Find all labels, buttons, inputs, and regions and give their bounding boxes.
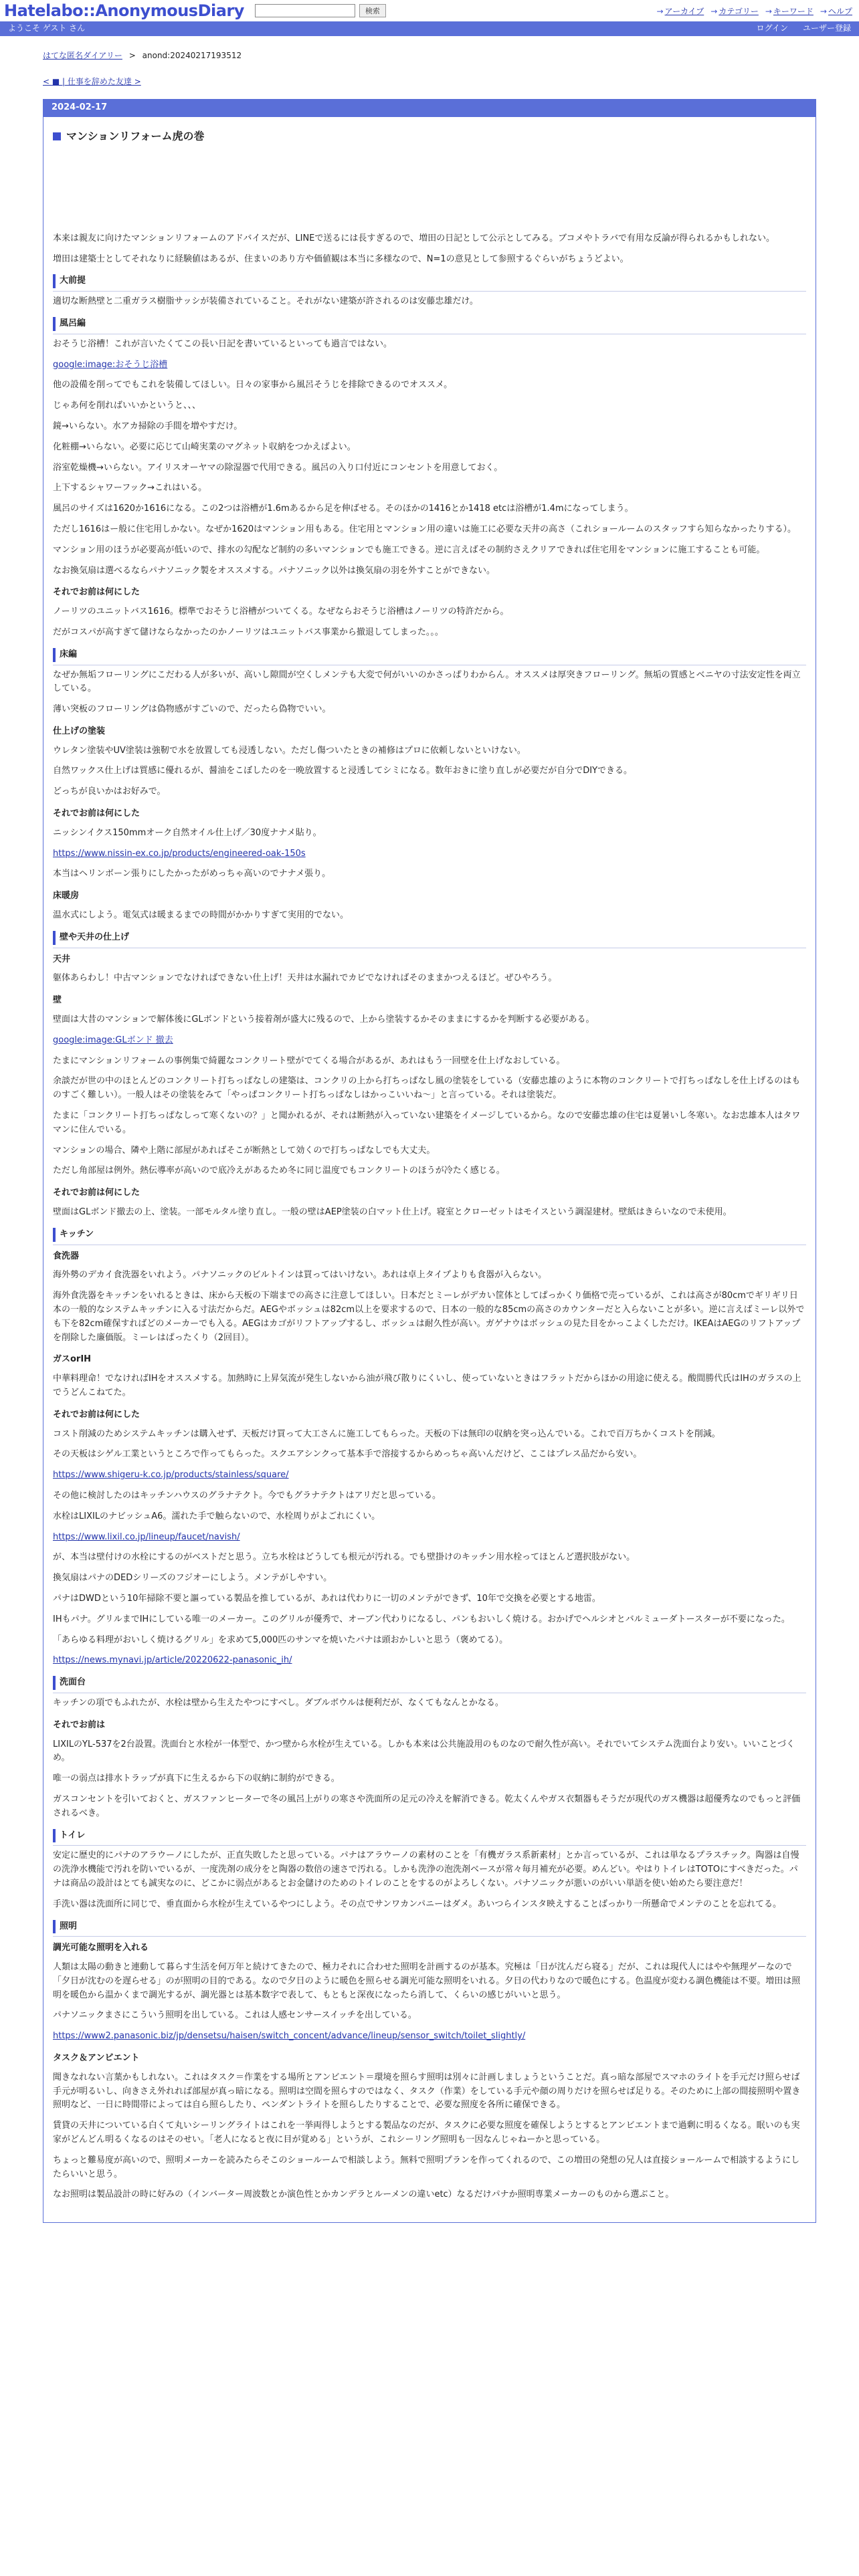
paragraph: 他の設備を削ってでもこれを装備してほしい。日々の家事から風呂そうじを排除できるのでオススメ。 [53,380,453,391]
paragraph: ノーリツのユニットバス1616。標準でおそうじ浴槽がついてくる。なぜならおそうじ浴槽はノーリツの特許だから。 [53,607,509,617]
search-input[interactable] [255,4,355,17]
paragraph: ニッシンイクス150mmオーク自然オイル仕上げ／30度ナナメ貼り。 [53,827,322,838]
link-paragraph [53,1531,806,1545]
entry-link[interactable]: google:image:おそうじ浴槽 [53,359,168,370]
paragraph: その他に検討したのはキッチンハウスのグラナテクト。今でもグラナテクトはアリだと思っている。 [53,1490,442,1501]
subsection-heading: タスク＆アンビエント [53,2053,140,2064]
subsection-heading: それでお前は [53,1719,106,1730]
paragraph: 温水式にしよう。電気式は暖まるまでの時間がかかりすぎて実用的でない。 [53,910,349,921]
paragraph: たまにマンションリフォームの事例集で綺麗なコンクリート壁がでてくる場合があるが、あれはもう一回壁を仕上げなおしている。 [53,1055,565,1066]
subsection-heading: 壁 [53,995,62,1006]
paragraph: ただし1616はー般に住宅用しかない。なぜか1620はマンション用もある。住宅用とマンション用の違いは施工に必要な天井の高さ（これショールームのスタッフすら知らなかったりする）。 [53,524,796,534]
login-link[interactable]: ログイン [756,23,788,33]
diary-day [43,99,816,2223]
breadcrumb [43,49,859,62]
subsection-heading: 床暖房 [53,891,80,901]
subsection-heading: 調光可能な照明を入れる [53,1943,149,1953]
paragraph: 海外食洗器をキッチンをいれるときは、床から天板の下端までの高さに注意してほしい。日本だとミーレがデカい筐体としてぱっかくり価格で売っているが、これは高さが80cmでギリギリ日本の一般的なシステムキッチンに入る寸法だからだ。AEGやボッシュは82cm以上を要求するので、日本の一般的な85cmの高さのカウンターだと入らないことが多い。逆に言えばミーレ以外でも下を82cm確保すればどのメーカーでも入る。AEGはカゴがリフトアップするし、ボッシュは耐久性が高い。ガゲナウはボッシュの見た目をかっこよくしただけ。IKEAはAEGのリフトアップを削除した廉価版。ミーレはぱったくり（2回目）。 [53,1291,805,1343]
entry-link[interactable]: https://news.mynavi.jp/article/20220622-panasonic_ih/ [53,1655,292,1666]
paragraph: 薄い突板のフローリングは偽物感がすごいので、だったら偽物でいい。 [53,704,331,715]
paragraph: 中華料理命！でなければIHをオススメする。加熱時に上昇気流が発生しないから油が飛び散りにくいし、使っていないときはフラットだからほかの用途に使える。酸間勝代氏はIHのガラスの上でうどんこねてた。 [53,1374,801,1398]
paragraph: 手洗い器は洗面所に同じで、垂直面から水栓が生えているやつにしよう。その点でサンワカンパニーはダメ。あいつらインスタ映えすることばっかり一所懸命でメンテのことを忘れてる。 [53,1899,782,1909]
link-paragraph [53,1654,806,1668]
paragraph: マンションの場合、隣や上階に部屋があればそこが断熱として効くので打ちっぱなしでも大丈夫。 [53,1145,436,1156]
user-bar [0,21,859,36]
subsection-heading: 天井 [53,954,71,964]
section-heading: キッチン [53,1228,806,1242]
paragraph: 「あらゆる料理がおいしく焼けるグリル」を求めて5,000匹のサンマを焼いたパナは頭おかしいと思う（褒めてる）。 [53,1634,508,1645]
link-paragraph [53,2030,806,2044]
breadcrumb-root[interactable]: はてな匿名ダイアリー [43,51,122,60]
paragraph: 壁面はGLボンド撤去の上、塗装。一部モルタル塗り直し。一般の壁はAEP塗装の白マット仕上げ。寝室とクローゼットはモイスという調湿建材。壁紙はきらいなので未使用。 [53,1207,732,1218]
paragraph: が、本当は壁付けの水栓にするのがベストだと思う。立ち水栓はどうしても根元が汚れる。でも壁掛けのキッチン用水栓ってほとんど選択肢がない。 [53,1552,636,1563]
paragraph: ウレタン塗装やUV塗装は強靭で水を放置しても浸透しない。ただし傷ついたときの補修はプロに依頼しないといけない。 [53,745,526,756]
entry-link[interactable]: google:image:GLボンド 撤去 [53,1035,173,1045]
paragraph: 聞きなれない言葉かもしれない。これはタスク＝作業をする場所とアンビエント＝環境を照らす照明は別々に計画しましょうということだ。真っ暗な部屋でスマホのライトを手元だけ照らせば手元が明るいし、向きさえ外れれば部屋が真っ暗になる。照明は空間を照らすのではなく、タスク（作業）をしている手元や顔の周りだけを照らせば足りる。そのために上部の間接照明や置き照明など、一日に時間帯によっては自ら照らしたり、ペンダントライトを照らしたりすることで、必要な照度を各所に確保できる。 [53,2072,801,2111]
paragraph: 本来は親友に向けたマンションリフォームのアドバイスだが、LINEで送るには長すぎるので、増田の日記として公示としてみる。ブコメやトラバで有用な反論が得られるかもしれない。 [53,233,775,243]
paragraph: 人類は太陽の動きと連動して暮らす生活を何万年と続けてきたので、極力それに合わせた照明を計画するのが基本。究極は「日が沈んだら寝る」だが、これは現代人にはやや無理ゲーなので「夕日が沈むのを遅らせる」のが照明の目的である。なので夕日のように暖色を照らせる調光可能な照明をいれる。夕日の代わりなので暖色にする。色温度が変わる調色機能は不要。増田は照明を暖色から温かくまで調光するが、調光器とは基本数字で表して、もともと深夜になったら消して、くらいの感じがいいと思う。 [53,1962,801,2000]
paragraph: マンション用のほうが必要高が低いので、排水の勾配など制約の多いマンションでも施工できる。逆に言えばその制約さえクリアできれば住宅用をマンションに施工することも可能。 [53,544,765,555]
pager [43,76,859,88]
section-heading: 壁や天井の仕上げ [53,931,806,945]
paragraph: おそうじ浴槽！これが言いたくてこの長い日記を書いているといっても過言ではない。 [53,338,393,349]
paragraph: なぜか無垢フローリングにこだわる人が多いが、高いし隙間が空くしメンテも大変で何がいいのかさっぱりわからん。オススメは厚突きフローリング。無垢の質感とベニヤの寸法安定性を両立している。 [53,669,801,694]
paragraph: 換気扇はパナのDEDシリーズのフジオーにしよう。メンテがしやすい。 [53,1573,332,1584]
link-paragraph [53,847,806,861]
paragraph: ちょっと難易度が高いので、照明メーカーを読みたらそこのショールームで相談しよう。無料で照明プランを作ってくれるので、この増田の発想の兄人は直接ショールームで相談するようにしたらいいと思う。 [53,2155,800,2179]
breadcrumb-separator: > [128,51,136,60]
paragraph: どっちが良いかはお好みで。 [53,786,166,797]
paragraph: 適切な断熱壁と二重ガラス樹脂サッシが装備されていること。それがない建築が許されるのは安藤忠雄だけ。 [53,296,478,307]
paragraph: 海外勢のデカイ食洗器をいれよう。パナソニックのビルトインは買ってはいけない。あれは卓上タイプよりも食器が入らない。 [53,1270,547,1281]
subsection-heading: 仕上げの塗装 [53,726,106,736]
header-link-category[interactable]: → カテゴリー [710,7,759,16]
entry-link[interactable]: https://www2.panasonic.biz/jp/densetsu/haisen/switch_concent/advance/lineup/sensor_switch/toilet_slightly/ [53,2031,526,2042]
paragraph: 賃貸の天井についている白くて丸いシーリングライトはこれを一挙両得しようとする製品なのだが、タスクに必要な照度を確保しようとするとアンビエントまで過剰に明るくなる。眠いのも実家がどんどん明るくなるのはそのせい。「老人になると夜に目が覚める」というが、これシーリング照明も一因なんじゃねーかと思っている。 [53,2121,800,2145]
paragraph: じゃあ何を削ればいいかというと、、、 [53,401,201,411]
paragraph: ただし角部屋は例外。熱伝導率が高いので底冷えがあるため冬に同じ温度でもコンクリートのほうが冷たく感じる。 [53,1166,505,1176]
paragraph: なお照明は製品設計の時に好みの（インバーター周波数とか演色性とかカンデラとルーメンの違いetc）なるだけパナか照明専業メーカーのものから選ぶこと。 [53,2189,674,2200]
subsection-heading: 食洗器 [53,1251,80,1261]
welcome-text: ようこそ ゲスト さん [8,23,86,33]
subsection-heading: それでお前は何にした [53,1188,140,1198]
paragraph: コスト削減のためシステムキッチンは購入せず、天板だけ買って大工さんに施工してもらった。天板の下は無印の収納を突っ込んでいる。これで百万ちかくコストを削減。 [53,1428,721,1439]
paragraph: ガスコンセントを引いておくと、ガスファンヒーターで冬の風呂上がりの寒さや洗面所の足元の冷えを解消できる。乾太くんやガス衣類器もそうだが現代のガス機器は超優秀なのでもっと評価されるべき。 [53,1794,801,1818]
paragraph: たまに「コンクリート打ちっぱなしって寒くないの？」と聞かれるが、それは断熱が入っていない建築をイメージしているから。なので安藤忠雄の住宅は夏暑いし冬寒い。なお忠雄本人はタワマンに住んでいる。 [53,1111,801,1135]
link-paragraph [53,1034,806,1048]
paragraph: キッチンの項でもふれたが、水栓は壁から生えたやつにすべし。ダブルボウルは便利だが、なくてもなんとかなる。 [53,1697,504,1708]
register-link[interactable]: ユーザー登録 [802,23,851,33]
section-heading: 洗面台 [53,1676,806,1690]
entry-link[interactable]: https://www.lixil.co.jp/lineup/faucet/navish/ [53,1531,240,1542]
paragraph: 壁面は大昔のマンションで解体後にGLボンドという接着剤が盛大に残るので、上から塗装するかそのままにするかを判断する必要がある。 [53,1014,595,1025]
entry-title [53,128,806,145]
paragraph: 化粧棚→いらない。必要に応じて山崎実業のマグネット収納をつかえばよい。 [53,441,356,452]
paragraph: 躯体あらわし！中古マンションでなければできない仕上げ！天井は水漏れでカビでなければそのままかつえるほど。ぜひやろう。 [53,973,557,984]
entry-content [53,232,806,2202]
site-logo[interactable]: Hatelabo::AnonymousDiary [4,1,244,20]
section-heading: トイレ [53,1829,806,1843]
paragraph: 唯一の弱点は排水トラップが真下に生えるから下の収納に制約ができる。 [53,1774,340,1784]
paragraph: 安定に歴史的にパナのアラウーノにしたが、正直失敗したと思っている。パナはアラウーノの素材のことを「有機ガラス系新素材」とか言っているが、これは単なるプラスチック。陶器は自慢の洗浄水機能で汚れを防いでいるが、一度洗剤の成分をと陶器の数倍の速さで汚れる。しかも洗浄の泡洗剤ベースが常々毎月補充が必要。めんどい。やはりトイレはTOTOにすべきだった。パナは商品の設計はとても誠実なのに、どこかに弱点があるとお金儲けのためのトイレのことをするのがよろしくない。パナソニックが悪いのがいい単語を使い始めたら要注意だ！ [53,1850,799,1889]
link-paragraph [53,358,806,372]
search-button[interactable]: 検索 [359,4,386,17]
paragraph: 風呂のサイズは1620か1616になる。この2つは浴槽が1.6mあるから足を伸ばせる。そのほかの1416とか1418 etcは浴槽が1.4mになってしまう。 [53,504,634,514]
header-link-help[interactable]: → ヘルプ [820,7,852,16]
paragraph: LIXILのYL-537を2台設置。洗面台と水栓が一体型で、かつ壁から水栓が生えている。しかも本来は公共施設用のものなので耐久性が高い。それでいてシステム洗面台より安い。いいことづくめ。 [53,1739,795,1763]
paragraph: だがコスパが高すぎて儲けならなかったのかノーリツはユニットバス事業から撤退してしまった。。。 [53,627,444,637]
paragraph: 上下するシャワーフック→これはいる。 [53,483,207,494]
section-heading: 大前提 [53,274,806,288]
paragraph: なお換気扇は選べるならパナソニック製をオススメする。パナソニック以外は換気扇の羽を外すことができない。 [53,565,496,576]
paragraph: 水栓はLIXILのナビッシュA6。濡れた手で触らないので、水栓周りがよごれにくい。 [53,1511,381,1521]
subsection-heading: ガスorIH [53,1354,92,1365]
top-bar [0,0,859,21]
paragraph: パナはDWDという10年掃除不要と謳っている製品を推しているが、あれは代わりに一切のメンテができず、10年で交換を必要とする地雷。 [53,1593,601,1604]
subsection-heading: それでお前は何にした [53,809,140,819]
entry-link[interactable]: https://www.nissin-ex.co.jp/products/engineered-oak-150s [53,848,306,859]
paragraph: その天板はシゲル工業というところで作ってもらった。スクエアシンクって基本手で溶接するからめっちゃ高いんだけど、ここはプレス品だから安い。 [53,1449,642,1460]
entry-spacer [53,145,806,232]
paragraph: IHもパナ。グリルまでIHにしている唯一のメーカー。このグリルが優秀で、オーブン代わりになるし、パンもおいしく焼ける。おかげでヘルシオとバルミューダトースターが不要になった。 [53,1614,790,1624]
subsection-heading: それでお前は何にした [53,587,140,598]
paragraph: 本当はヘリンボーン張りにしたかったがめっちゃ高いのでナナメ張り。 [53,869,331,879]
entry-link[interactable]: https://www.shigeru-k.co.jp/products/stainless/square/ [53,1470,289,1481]
paragraph: 増田は建築士としてそれなりに経験値はあるが、住まいのあり方や価値観は本当に多様なので、N=1の意見として参照するぐらいがちょうどよい。 [53,253,629,264]
day-date: 2024-02-17 [43,99,816,117]
paragraph: 自然ワックス仕上げは質感に優れるが、醤油をこぼしたのを一晩放置すると浸透してシミになる。数年おきに塗り直しが必要だが自分でDIYできる。 [53,766,633,776]
section-heading: 照明 [53,1920,806,1934]
section-heading: 風呂編 [53,317,806,331]
day-body [43,117,816,2222]
header-link-keyword[interactable]: → キーワード [765,7,814,16]
paragraph: 余談だが世の中のほとんどのコンクリート打ちっぱなしの建築は、コンクリの上から打ちっぱなし風の塗装をしている（安藤忠雄のように本物のコンクリートで打ちっぱなしを仕上げるのはものすごく難しい）。一般人はその塗装をみて「やっぱコンクリート打ちっぱなしはかっこいいね～」と言っている。それは塗装だ。 [53,1076,801,1101]
title-square-icon [53,132,61,140]
pager-link[interactable]: < ■ | 仕事を辞めた友達 > [43,77,141,87]
paragraph: 浴室乾燥機→いらない。アイリスオーヤマの除湿器で代用できる。風呂の入り口付近にコンセントを用意しておく。 [53,462,503,473]
header-links [657,5,853,18]
paragraph: 鏡→いらない。水アカ掃除の手間を増やすだけ。 [53,421,243,431]
header-link-archive[interactable]: → アーカイブ [656,7,704,16]
paragraph: パナソニックまさにこういう照明を出している。これは人感センサースイッチを出している。 [53,2010,417,2021]
subsection-heading: それでお前は何にした [53,1409,140,1420]
entry-title-text: マンションリフォーム虎の巻 [66,130,205,143]
breadcrumb-current: anond:20240217193512 [142,51,242,60]
link-paragraph [53,1469,806,1483]
section-heading: 床編 [53,648,806,662]
